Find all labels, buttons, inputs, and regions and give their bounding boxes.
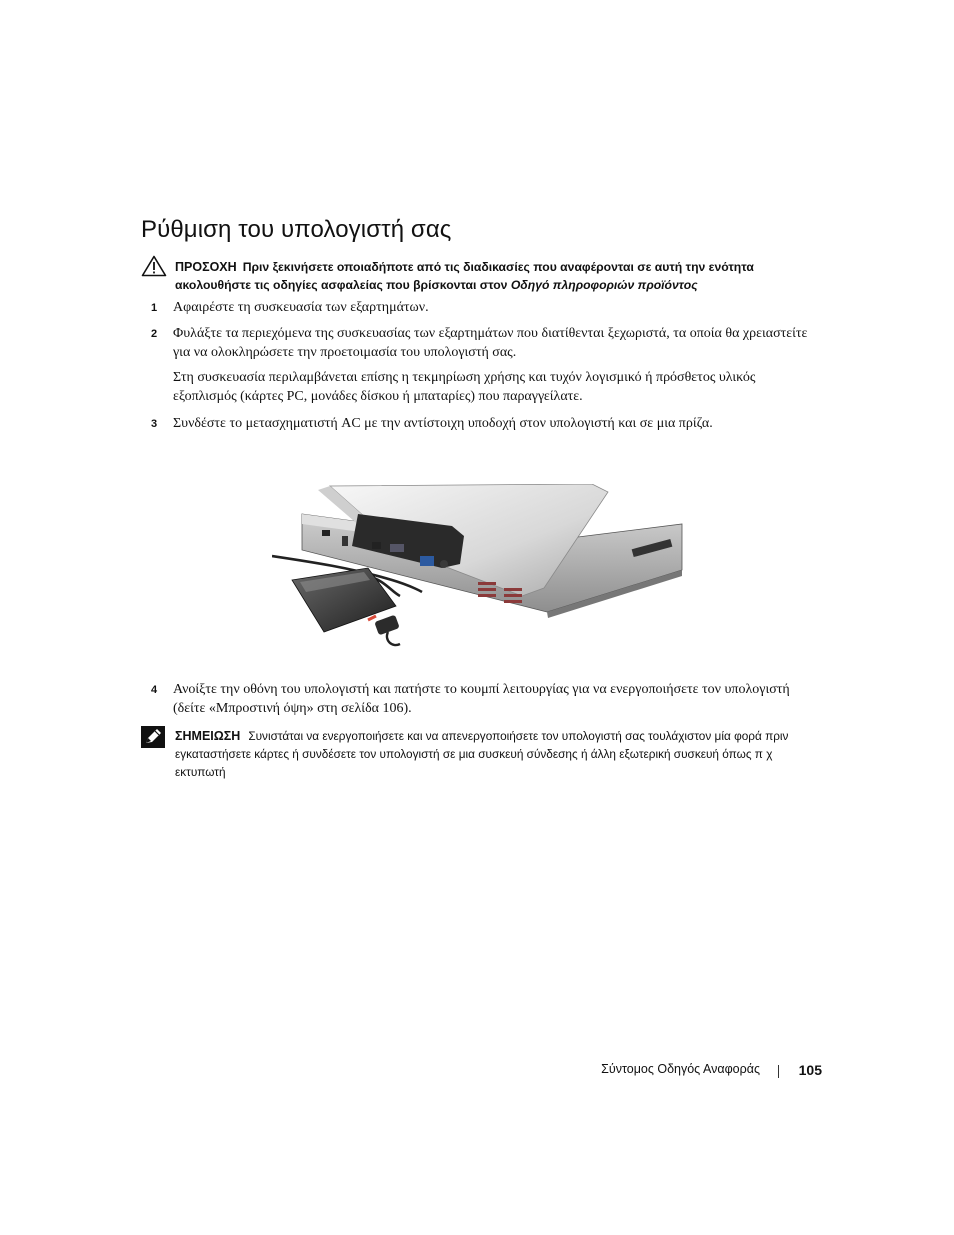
step-text: Συνδέστε το μετασχηματιστή AC με την αντίστοιχη υποδοχή στον υπολογιστή και σε μια πρίζα. [173,416,713,431]
step-number: 1 [151,302,158,314]
footer-title: Σύντομος Οδηγός Αναφοράς [601,1062,760,1076]
caution-doc-title: Οδηγό πληροφοριών προϊόντος [510,278,698,292]
note-text: Συνιστάται να ενεργοποιήσετε και να απενεργοποιήσετε τον υπολογιστή σας τουλάχιστον μία φορά πριν εγκαταστήσετε κάρτες ή συνδέσετε τον υπολογιστή σε μια συσκευή σύνδεσης ή άλλη εξωτερική συσκευή όπως π χ εκτυπωτή [175,729,789,779]
page-number: 105 [798,1062,822,1078]
caution-text: Πριν ξεκινήσετε οποιαδήποτε από τις διαδικασίες που αναφέρονται σε αυτή την ενότητα ακολουθήστε τις οδηγίες ασφαλείας που βρίσκονται στον [175,260,754,292]
step-number: 4 [151,684,158,696]
step-number: 2 [151,328,158,340]
note-label: ΣΗΜΕΙΩΣΗ [175,729,241,743]
step-extra-text: Στη συσκευασία περιλαμβάνεται επίσης η τεκμηρίωση χρήσης και τυχόν λογισμικό ή πρόσθετος υλικός εξοπλισμός (κάρτες PC, μονάδες δίσκου ή μπαταρίες) που παραγγείλατε. [173,370,756,404]
step-text: Ανοίξτε την οθόνη του υπολογιστή και πατήστε το κουμπί λειτουργίας για να ενεργοποιήσετε τον υπολογιστή (δείτε «Μπροστινή όψη» στη σελίδα 106). [173,682,790,716]
pencil-note-icon [141,726,165,748]
page-footer [560,1062,822,1082]
note-text-block [175,727,823,781]
warning-triangle-icon [141,255,167,277]
laptop-ac-adapter-illustration [272,484,692,650]
footer-divider [778,1065,779,1078]
step-text: Αφαιρέστε τη συσκευασία των εξαρτημάτων. [173,300,429,315]
caution-text-block [175,258,823,294]
step-text: Φυλάξτε τα περιεχόμενα της συσκευασίας των εξαρτημάτων που διατίθενται ξεχωριστά, τα οποία θα χρειαστείτε για να ολοκληρώσετε την προετοιμασία του υπολογιστή σας. [173,326,808,360]
step-number: 3 [151,418,158,430]
page-title: Ρύθμιση του υπολογιστή σας [141,216,452,243]
caution-label: ΠΡΟΣΟΧΗ [175,260,237,274]
